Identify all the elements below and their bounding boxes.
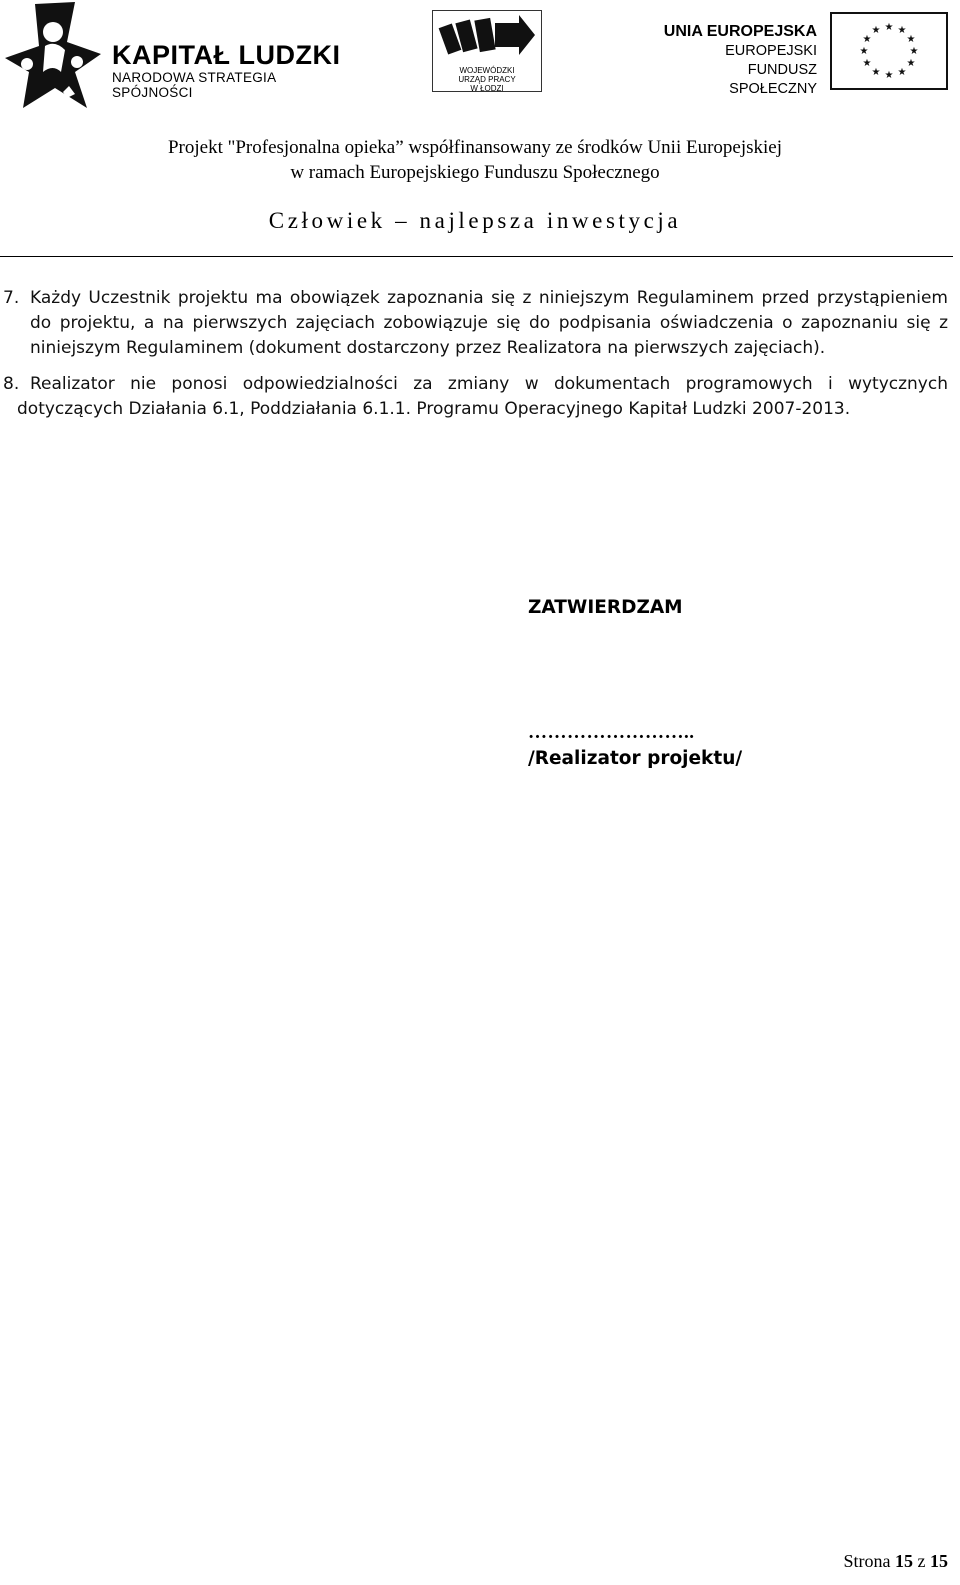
paragraph-number: 8. <box>3 374 20 394</box>
ue-efs-text-logo <box>657 22 817 99</box>
kapital-ludzki-logo <box>5 2 360 110</box>
svg-text:★: ★ <box>871 67 881 78</box>
svg-text:★: ★ <box>909 46 919 57</box>
motto: Człowiek – najlepsza inwestycja <box>268 208 682 233</box>
svg-text:★: ★ <box>862 34 872 45</box>
page-of: z <box>917 1551 926 1571</box>
page-current: 15 <box>895 1551 913 1571</box>
svg-text:★: ★ <box>871 25 881 36</box>
svg-text:★: ★ <box>859 46 869 57</box>
header-logos <box>0 0 960 110</box>
eu-flag <box>830 12 948 90</box>
svg-text:★: ★ <box>884 70 894 81</box>
wup-line1: WOJEWÓDZKI <box>459 66 515 75</box>
signer-label: /Realizator projektu/ <box>528 748 743 769</box>
wup-line2: URZĄD PRACY <box>458 75 516 84</box>
svg-text:★: ★ <box>884 22 894 33</box>
ue-line1: UNIA EUROPEJSKA <box>663 23 817 40</box>
kapital-ludzki-emblem-icon <box>5 2 105 110</box>
ue-line3: FUNDUSZ SPOŁECZNY <box>729 62 817 97</box>
kapital-ludzki-title: KAPITAŁ LUDZKI <box>112 40 341 70</box>
project-line2: w ramach Europejskiego Funduszu Społecznego <box>290 162 660 183</box>
signature-line: …………………….. <box>528 722 695 743</box>
eu-stars-icon <box>832 14 946 88</box>
project-info <box>0 135 950 185</box>
page-word: Strona <box>843 1551 891 1571</box>
project-line1: Projekt "Profesjonalna opieka” współfinansowany ze środków Unii Europejskiej <box>167 137 783 158</box>
kapital-ludzki-subtitle: NARODOWA STRATEGIA SPÓJNOŚCI <box>112 70 276 100</box>
svg-text:★: ★ <box>862 58 872 69</box>
approval-label: ZATWIERDZAM <box>528 597 683 618</box>
svg-text:★: ★ <box>906 58 916 69</box>
regulation-content <box>3 286 948 422</box>
svg-text:★: ★ <box>897 25 907 36</box>
wup-line3: W ŁODZI <box>470 84 504 93</box>
page-total: 15 <box>930 1551 948 1571</box>
svg-text:★: ★ <box>897 67 907 78</box>
wup-arrow-cards-icon <box>437 15 537 61</box>
paragraph-7 <box>3 286 948 361</box>
page-footer <box>844 1551 949 1572</box>
paragraph-text: Każdy Uczestnik projektu ma obowiązek zapoznania się z niniejszym Regulaminem przed przystąpieniem do projektu, a na pierwszych zajęciach zobowiązuje się do podpisania oświadczenia o zapoznaniu się z niniejszym Regulaminem (dokument dostarczony przez Realizatora na pierwszych zajęciach). <box>30 288 948 358</box>
paragraph-number: 7. <box>3 288 20 308</box>
ue-line2: EUROPEJSKI <box>725 43 817 59</box>
paragraph-text: Realizator nie ponosi odpowiedzialności za zmiany w dokumentach programowych i wytycznych dotyczących Działania 6.1, Poddziałania 6.1.1. Programu Operacyjnego Kapitał Ludzki 2007-2013. <box>17 374 948 419</box>
header-divider <box>0 256 953 257</box>
wup-lodz-logo <box>432 10 542 92</box>
svg-text:★: ★ <box>906 34 916 45</box>
paragraph-8 <box>3 372 948 422</box>
